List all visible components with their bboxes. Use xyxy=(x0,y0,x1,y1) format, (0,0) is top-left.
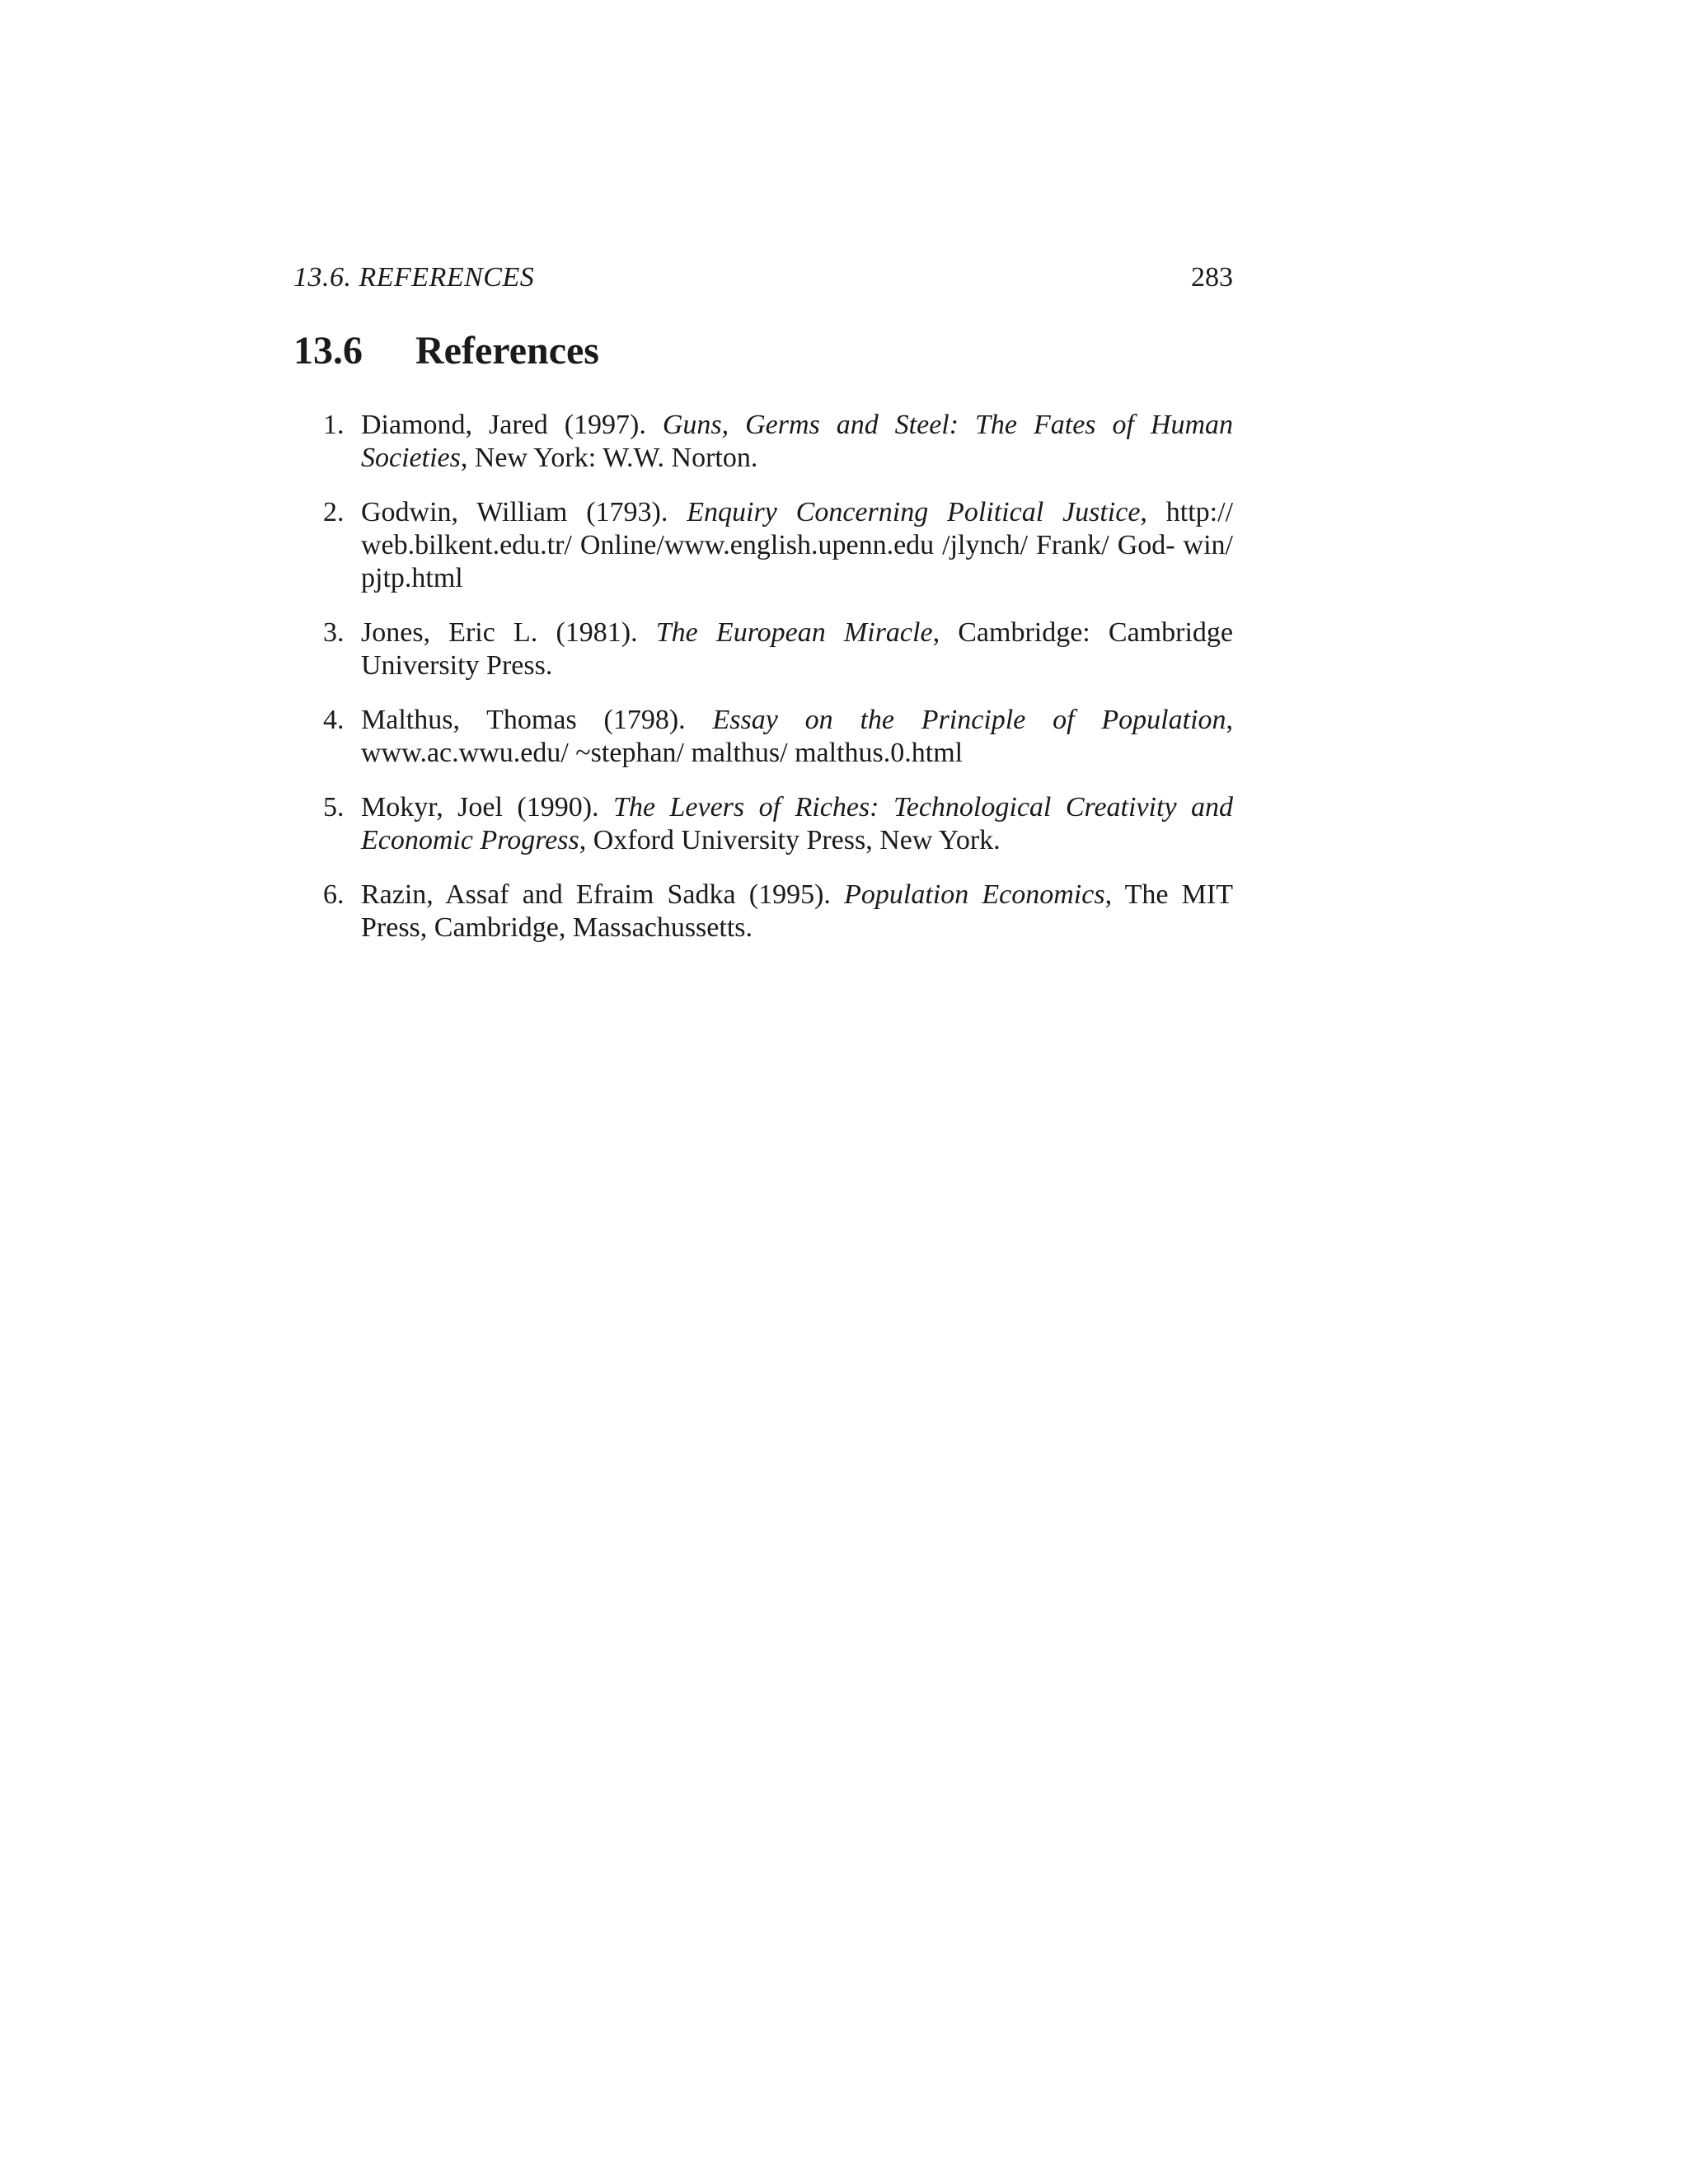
reference-number: 4. xyxy=(323,705,345,735)
reference-number: 3. xyxy=(323,617,345,648)
reference-publisher: , New York: W.W. Norton. xyxy=(460,443,758,473)
section-number: 13.6 xyxy=(293,329,363,373)
reference-title: The Levers of Riches: Technological Creativity and Economic Progress xyxy=(361,792,1233,855)
reference-author: Mokyr, Joel (1990). xyxy=(361,792,599,823)
reference-author: Diamond, Jared (1997). xyxy=(361,410,646,440)
reference-list xyxy=(293,409,1233,966)
reference-item xyxy=(293,496,1233,595)
reference-number: 5. xyxy=(323,792,345,823)
reference-item xyxy=(293,616,1233,682)
reference-author: Godwin, William (1793). xyxy=(361,497,668,527)
reference-number: 6. xyxy=(323,879,345,910)
section-heading xyxy=(293,328,599,373)
reference-number: 1. xyxy=(323,410,345,440)
reference-item xyxy=(293,879,1233,944)
reference-author: Malthus, Thomas (1798). xyxy=(361,705,686,735)
reference-title: Population Economics xyxy=(844,879,1105,910)
reference-title: Guns, Germs and Steel: The Fates of Human Societies xyxy=(361,410,1234,473)
reference-publisher: , The MIT Press, Cambridge, Massachussetts. xyxy=(361,879,1233,943)
reference-item xyxy=(293,409,1233,475)
reference-title: Essay on the Principle of Population xyxy=(712,705,1226,735)
reference-url: , www.ac.wwu.edu/ ~stephan/ malthus/ malthus.0.html xyxy=(361,705,1234,768)
page-number: 283 xyxy=(1191,262,1233,293)
reference-author: Razin, Assaf and Efraim Sadka (1995). xyxy=(361,879,831,910)
running-head xyxy=(293,262,1233,298)
reference-item xyxy=(293,704,1233,770)
reference-title: The European Miracle xyxy=(655,617,933,648)
reference-publisher: , Cambridge: Cambridge University Press. xyxy=(361,617,1233,681)
reference-url: , http:// web.bilkent.edu.tr/ Online/www.english.upenn.edu /jlynch/ Frank/ God- win/ pjtp.html xyxy=(361,497,1234,593)
reference-number: 2. xyxy=(323,497,345,527)
running-head-section: 13.6. REFERENCES xyxy=(293,262,535,293)
reference-title: Enquiry Concerning Political Justice xyxy=(687,497,1141,527)
reference-author: Jones, Eric L. (1981). xyxy=(361,617,638,648)
section-title: References xyxy=(415,329,599,373)
reference-item xyxy=(293,791,1233,857)
reference-publisher: , Oxford University Press, New York. xyxy=(579,825,1001,855)
